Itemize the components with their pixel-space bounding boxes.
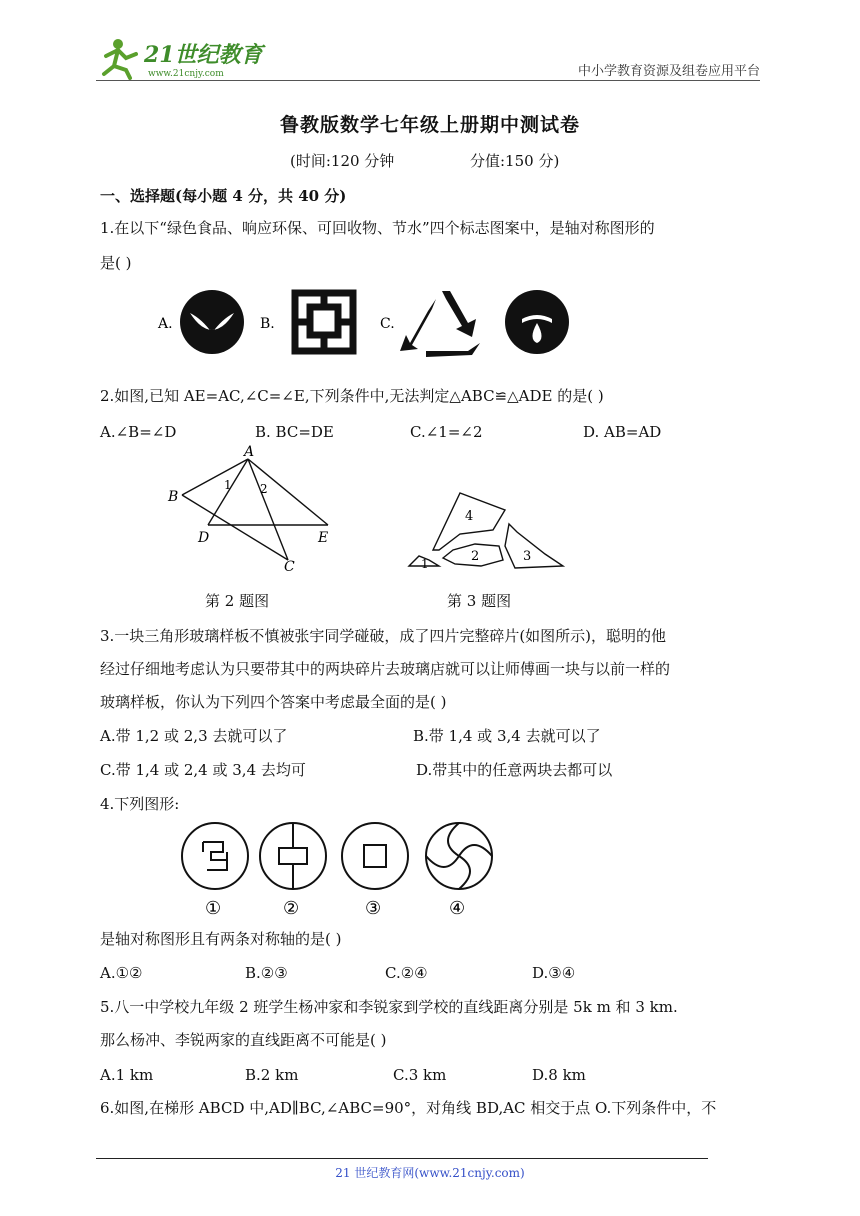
water-saving-logo-icon [505, 290, 569, 354]
q4-shape-1-icon [182, 823, 248, 889]
q6-stem-line1: 6.如图,在梯形 ABCD 中,AD∥BC,∠ABC=90°，对角线 BD,AC 相交于点 O.下列条件中，不 [100, 1099, 717, 1117]
q4-label-1: ① [205, 898, 222, 918]
q3-piece-2: 2 [471, 549, 480, 564]
q5-option-a: A.1 km [100, 1066, 154, 1084]
q3-figure [405, 488, 575, 578]
q4-label-4: ④ [449, 898, 466, 918]
q2-option-c: C.∠1=∠2 [410, 423, 483, 441]
q2-label-c: C [284, 559, 295, 575]
recycle-logo-icon [400, 291, 480, 357]
q3-stem-line2: 经过仔细地考虑认为只要带其中的两块碎片去玻璃店就可以让师傅画一块与以前一样的 [100, 660, 671, 678]
q3-stem-line3: 玻璃样板，你认为下列四个答案中考虑最全面的是( ) [100, 693, 447, 711]
q5-option-d: D.8 km [532, 1066, 586, 1084]
q2-angle-2: 2 [260, 482, 268, 496]
q2-option-b: B. BC=DE [255, 423, 334, 441]
logo [96, 36, 266, 80]
q3-piece-4: 4 [465, 509, 474, 524]
q4-option-a: A.①② [100, 964, 143, 982]
q4-option-d: D.③④ [532, 964, 576, 982]
q2-label-e: E [318, 530, 329, 546]
q4-option-c: C.②④ [385, 964, 428, 982]
q2-option-d: D. AB=AD [583, 423, 662, 441]
q2-label-b: B [168, 489, 179, 505]
page-title: 鲁教版数学七年级上册期中测试卷 [279, 114, 580, 136]
q4-figure [175, 818, 505, 918]
q4-label-3: ③ [365, 898, 382, 918]
header-divider [96, 80, 760, 81]
q5-stem-line2: 那么杨冲、李锐两家的直线距离不可能是( ) [100, 1031, 387, 1049]
q2-option-a: A.∠B=∠D [100, 423, 177, 441]
q4-stem-line2: 是轴对称图形且有两条对称轴的是( ) [100, 930, 342, 948]
runner-icon [104, 39, 136, 78]
q3-option-a: A.带 1,2 或 2,3 去就可以了 [100, 727, 288, 745]
q3-piece-1: 1 [421, 557, 429, 571]
q2-angle-1: 1 [224, 478, 232, 492]
q3-option-c: C.带 1,4 或 2,4 或 3,4 去均可 [100, 761, 306, 779]
q1-figure [150, 285, 570, 360]
q3-option-b: B.带 1,4 或 3,4 去就可以了 [413, 727, 601, 745]
q1-stem-line1: 1.在以下“绿色食品、响应环保、可回收物、节水”四个标志图案中，是轴对称图形的 [100, 219, 655, 237]
header-platform-text: 中小学教育资源及组卷应用平台 [577, 64, 760, 79]
q5-option-c: C.3 km [393, 1066, 447, 1084]
q1-stem-line2: 是( ) [100, 254, 132, 272]
environment-logo-icon [295, 293, 353, 351]
q2-label-a: A [244, 445, 255, 460]
q3-caption: 第 3 题图 [447, 592, 512, 610]
q2-figure [160, 445, 350, 575]
q3-piece-3: 3 [523, 549, 532, 564]
exam-score: 分值:150 分) [470, 152, 560, 170]
q4-stem: 4.下列图形: [100, 795, 180, 813]
q1-label-a: A. [158, 316, 173, 332]
q4-option-b: B.②③ [245, 964, 288, 982]
q1-label-b: B. [260, 316, 275, 332]
q4-label-2: ② [283, 898, 300, 918]
q3-stem-line1: 3.一块三角形玻璃样板不慎被张宇同学碰破，成了四片完整碎片(如图所示)，聪明的他 [100, 627, 667, 645]
exam-time: (时间:120 分钟 [290, 152, 395, 170]
q4-shape-4-icon [426, 823, 492, 889]
footer-text: 21 世纪教育网(www.21cnjy.com) [335, 1166, 525, 1180]
q2-label-d: D [198, 530, 210, 546]
green-food-logo-icon [180, 290, 244, 354]
q3-option-d: D.带其中的任意两块去都可以 [416, 761, 613, 779]
section-heading: 一、选择题(每小题 4 分，共 40 分) [100, 187, 347, 205]
q1-label-c: C. [380, 316, 395, 332]
q5-stem-line1: 5.八一中学校九年级 2 班学生杨冲家和李锐家到学校的直线距离分别是 5k m 和 3 km. [100, 998, 678, 1016]
logo-text: 21世纪教育 [144, 42, 263, 68]
logo-url: www.21cnjy.com [148, 69, 224, 79]
q2-stem: 2.如图,已知 AE=AC,∠C=∠E,下列条件中,无法判定△ABC≌△ADE 的是( ) [100, 387, 604, 405]
footer-divider [96, 1158, 708, 1159]
q4-shape-2-icon [260, 823, 326, 889]
q5-option-b: B.2 km [245, 1066, 299, 1084]
q2-caption: 第 2 题图 [205, 592, 270, 610]
q4-shape-3-icon [342, 823, 408, 889]
